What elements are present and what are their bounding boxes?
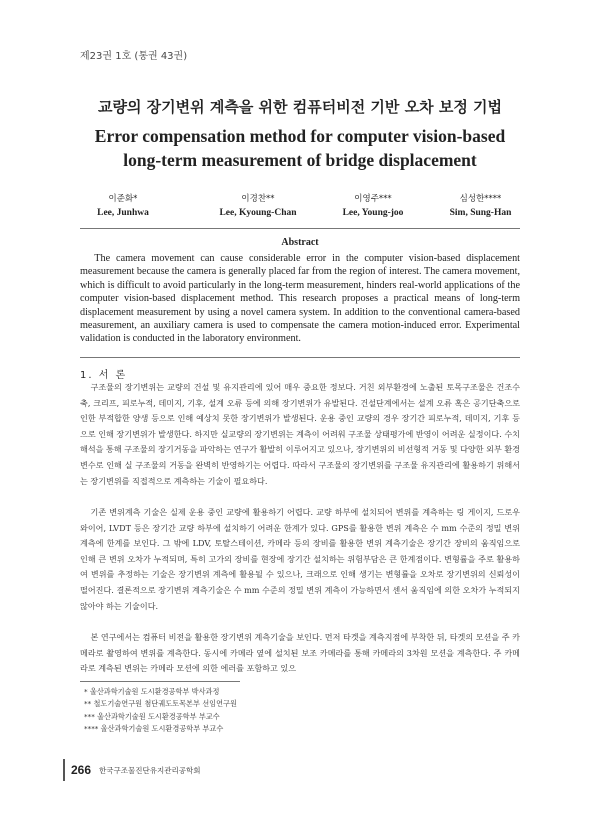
- abstract-text: The camera movement can cause considerable error in the computer vision-based displacement measurement because the camera is generally placed far from the region of interest. The camera movement, which is difficult to avoid particularly in the long-term measurement, hinders real-world applications of the computer vision-based displacement method. This research proposes a practical means of long-term displacement measurement by using a novel camera system. In addition to the conventional camera-based measurement, an auxiliary camera is used to compensate the camera motion-induced error. Experimental validation is conducted in the laboratory environment.: [80, 253, 520, 345]
- author-name-korean: 심성한****: [459, 194, 502, 204]
- footnote: * 울산과학기술원 도시환경공학부 박사과정: [84, 687, 220, 696]
- divider: [80, 357, 520, 358]
- author-name-english: Sim, Sung-Han: [449, 208, 512, 218]
- footer-bar: [63, 759, 65, 781]
- author-name-korean: 이준화*: [108, 194, 138, 204]
- divider: [80, 228, 520, 229]
- author-name-korean: 이영주***: [354, 194, 392, 204]
- abstract-heading: Abstract: [281, 237, 319, 248]
- author: [68, 192, 178, 220]
- title-english-line-2: long-term measurement of bridge displacement: [123, 150, 477, 170]
- author-name-english: Lee, Junhwa: [97, 208, 149, 218]
- footnote: **** 울산과학기술원 도시환경공학부 부교수: [84, 724, 224, 734]
- author: [193, 192, 323, 220]
- footnote: *** 울산과학기술원 도시환경공학부 부교수: [84, 711, 220, 721]
- author-list: [68, 192, 538, 222]
- journal-volume: 제23권 1호 (통권 43권): [80, 51, 188, 62]
- body-paragraph: 본 연구에서는 컴퓨터 비전을 활용한 장기변위 계측기술을 보인다. 먼저 타겟을 계측지점에 부착한 뒤, 타겟의 모션을 주 카메라로 촬영하여 변위를 계측한다. 동시에 카메라 옆에 설치된 보조 카메라를 통해 카메라의 3차원 모션을 계측한다. 주 카메라로 계측된 변위는 카메라 모션에 의한 에러를 포함하고 있으: [80, 632, 520, 674]
- page-number: 266: [71, 763, 92, 777]
- body-paragraph: 구조물의 장기변위는 교량의 건설 및 유지관리에 있어 매우 중요한 정보다. 거친 외부환경에 노출된 토목구조물은 건조수축, 크리프, 피로누적, 데미지, 기후, 설계 오류 등에 의해 장기변위가 유발된다. 건설단계에서는 설계 오류 혹은 공기단축으로 인한 부적합한 양생 등으로 인해 예상치 못한 장기변위가 발생된다. 운용 중인 교량의 경우 장기간 피로누적, 데미지, 기후 등으로 인해 장기변위가 발생한다. 하지만 실교량의 장기변위는 계측이 어려워 구조물 상태평가에 반영이 어려운 실정이다. 수치해석을 통해 구조물의 장기거동을 파악하는 연구가 활발히 이루어지고 있으나, 장기변위의 비선형적 거동 및 다양한 외부 환경 변수로 인해 실 구조물의 거동을 완벽히 반영하기는 어렵다. 따라서 구조물의 장기변위를 구조물 유지관리에 활용하기 위해서는 장기변위를 직접적으로 계측하는 기술이 필요하다.: [80, 382, 520, 486]
- body-paragraph: 기존 변위계측 기술은 실제 운용 중인 교량에 활용하기 어렵다. 교량 하부에 설치되어 변위를 계측하는 링 게이지, 드로우 와이어, LVDT 등은 장기간 교량 하부에 설치하기 어려운 한계가 있다. GPS를 활용한 변위 계측은 수 mm 수준의 정밀 변위 계측에 한계를 보인다. 그 밖에 LDV, 토탈스테이션, 카메라 등의 장비를 활용한 변위 계측기술은 장기간 장비의 움직임으로 인해 큰 변위 오차가 누적되며, 특히 고가의 장비를 현장에 장기간 설치하는 위험부담은 큰 한계점이다. 변형률을 주로 활용하여 변위를 추정하는 기술은 장기변위 계측에 활용될 수 있으나, 크래으로 인해 생기는 변형률을 오차로 장기변위의 신뢰성이 떨어진다. 결론적으로 장기변위 계측기술은 수 mm 수준의 정밀 변위 계측이 가능하면서 센서 움직임에 의한 오차가 누적되지 않아야 하는 기술이다.: [80, 507, 520, 611]
- author-name-english: Lee, Kyoung-Chan: [219, 208, 297, 218]
- page-footer: [63, 759, 200, 781]
- title-korean: 교량의 장기변위 계측을 위한 컴퓨터비전 기반 오차 보정 기법: [97, 98, 503, 116]
- author-name-english: Lee, Young-joo: [342, 208, 404, 218]
- author-name-korean: 이경찬**: [241, 194, 275, 204]
- footnote: ** 철도기술연구원 첨단궤도토목본부 선임연구원: [84, 699, 237, 709]
- author: [313, 192, 433, 220]
- footnote-divider: [80, 681, 240, 682]
- title-english: [0, 124, 600, 172]
- author: [423, 192, 538, 220]
- section-heading: 1. 서 론: [80, 370, 128, 381]
- journal-name: 한국구조물진단유지관리공학회: [99, 765, 201, 775]
- footnotes: [84, 686, 237, 736]
- title-english-line-1: Error compensation method for computer vision-based: [94, 126, 506, 146]
